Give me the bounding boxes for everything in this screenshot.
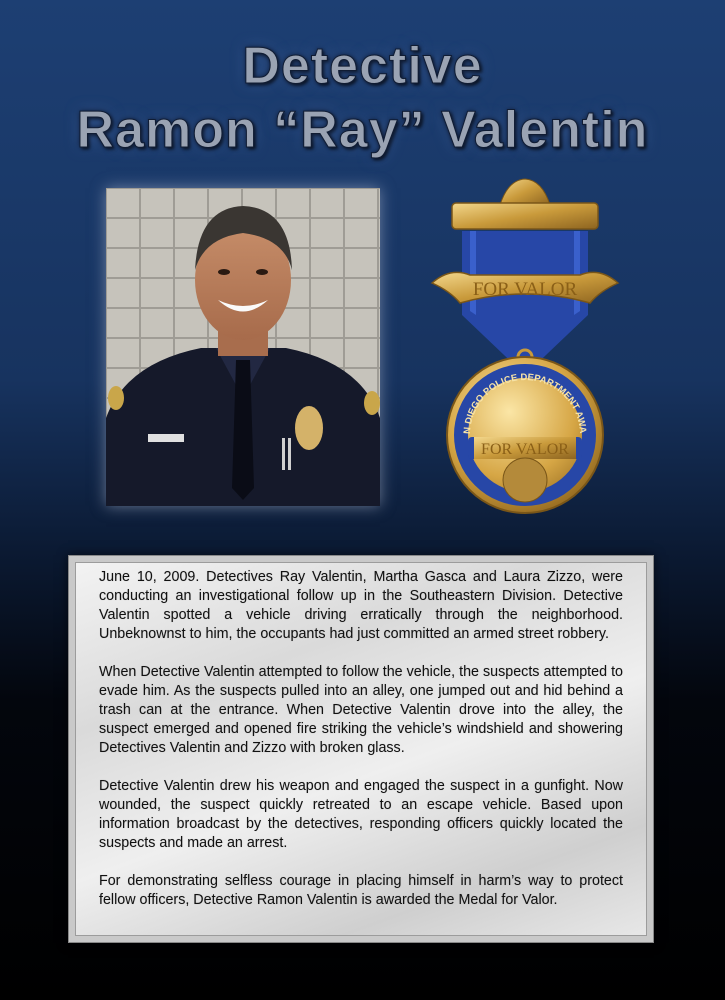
citation-plaque: [68, 555, 654, 943]
officer-photo: [106, 188, 380, 506]
citation-paragraph: Detective Valentin drew his weapon and engaged the suspect in a gunfight. Now wounded, the suspect quickly retreated to an escape vehicle. Based upon information broadcast by the detectives, responding officers quickly located the suspects and made an arrest.: [99, 778, 623, 851]
citation-paragraph: June 10, 2009. Detectives Ray Valentin, Martha Gasca and Laura Zizzo, were conducting an investigational follow up in the Southeastern Division. Detective Valentin spotted a vehicle driving erratically through the neighborhood. Unbeknownst to him, the occupants had just committed an armed street robbery.: [99, 569, 623, 642]
citation-paragraph: For demonstrating selfless courage in placing himself in harm’s way to protect fellow officers, Detective Ramon Valentin is awarded the Medal for Valor.: [99, 873, 623, 908]
ribbon-scroll-text: FOR VALOR: [472, 279, 578, 300]
citation-paragraph: When Detective Valentin attempted to follow the vehicle, the suspects attempted to evade him. As the suspects pulled into an alley, one jumped out and hid behind a trash can at the entrance. When Detective Valentin drove into the alley, the suspect emerged and opened fire striking the vehicle’s windshield and showering Detectives Valentin and Zizzo with broken glass.: [99, 664, 623, 756]
valor-medal: [430, 175, 620, 525]
page-title-line-1: Detective: [242, 37, 483, 95]
medal-icon: [430, 175, 620, 525]
disc-ring-text: N DIEGO POLICE DEPARTMENT AWA: [461, 371, 589, 435]
disc-banner-text: FOR VALOR: [481, 441, 569, 458]
citation-text: [99, 568, 623, 910]
officer-portrait-icon: [106, 188, 380, 506]
page-title-line-2: Ramon “Ray” Valentin: [76, 101, 649, 159]
